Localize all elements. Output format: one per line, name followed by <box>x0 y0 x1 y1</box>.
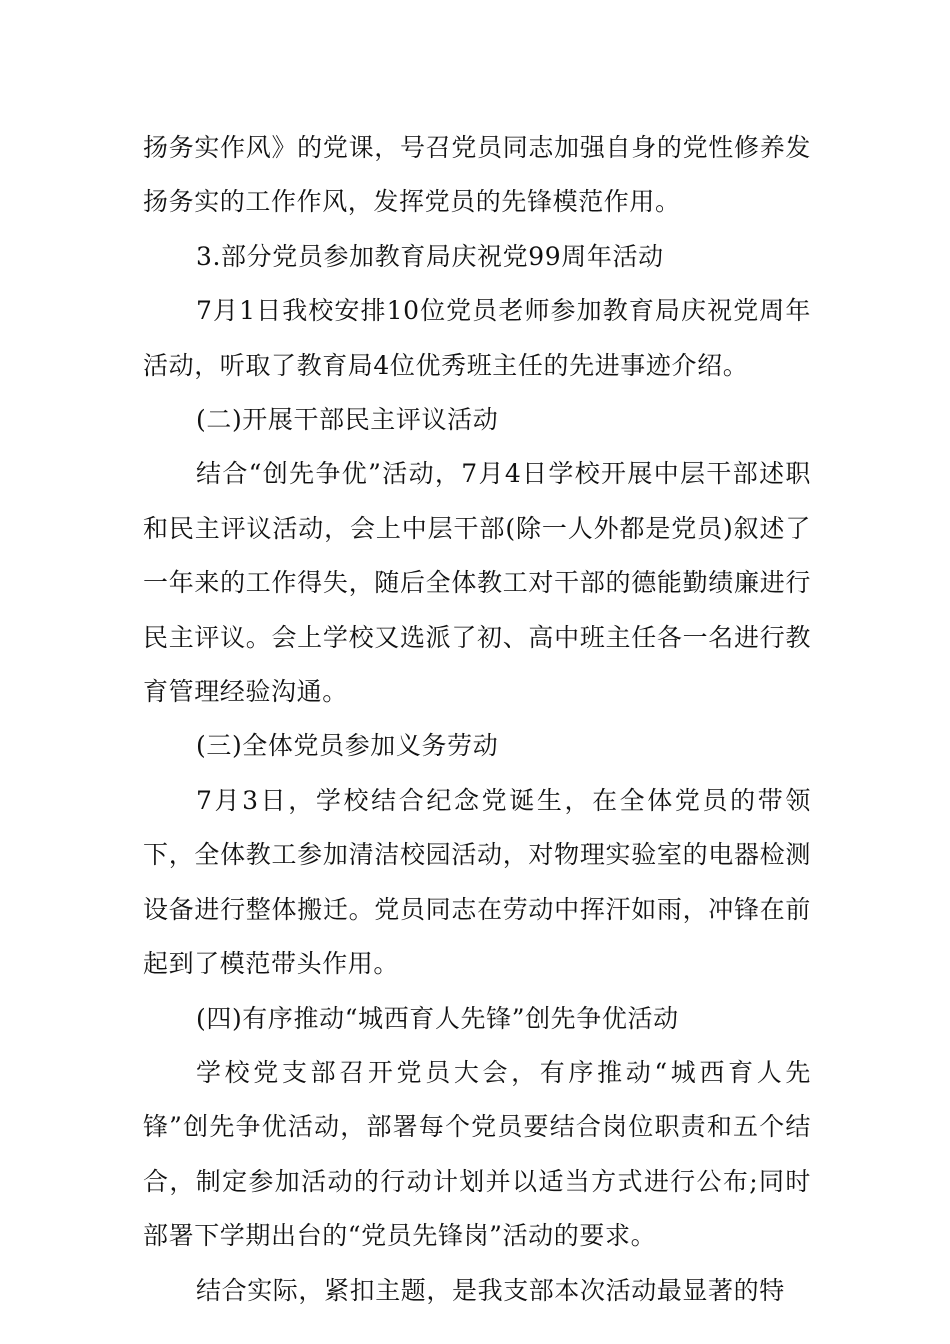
paragraph-pioneer-activity-details: 学校党支部召开党员大会，有序推动“城西育人先锋”创先争优活动，部署每个党员要结合岗位职责和五个结合，制定参加活动的行动计划并以适当方式进行公布;同时部署下学期出台的“党员先锋岗”活动的要求。 <box>143 1057 811 1251</box>
paragraph-party-lecture-end: 扬务实作风》的党课，号召党员同志加强自身的党性修养发扬务实的工作作风，发挥党员的先锋模范作用。 <box>143 133 811 217</box>
paragraph-voluntary-labor-details: 7月3日，学校结合纪念党诞生，在全体党员的带领下，全体教工参加清洁校园活动，对物理实验室的电器检测设备进行整体搬迁。党员同志在劳动中挥汗如雨，冲锋在前起到了模范带头作用。 <box>143 785 811 979</box>
paragraph-summary-start: 结合实际，紧扣主题，是我支部本次活动最显著的特 <box>196 1275 785 1305</box>
paragraph-heading-anniversary-activity: 3.部分党员参加教育局庆祝党99周年活动 <box>196 241 664 271</box>
paragraph-cadre-evaluation-details: 结合“创先争优”活动，7月4日学校开展中层干部述职和民主评议活动，会上中层干部(除一人外都是党员)叙述了一年来的工作得失，随后全体教工对干部的德能勤绩廉进行民主评议。会上学校又选派了初、高中班主任各一名进行教育管理经验沟通。 <box>143 459 811 707</box>
section-heading-voluntary-labor: (三)全体党员参加义务劳动 <box>196 731 499 761</box>
section-heading-pioneer-activity: (四)有序推动“城西育人先锋”创先争优活动 <box>196 1003 679 1033</box>
paragraph-anniversary-details: 7月1日我校安排10位党员老师参加教育局庆祝党周年活动，听取了教育局4位优秀班主任的先进事迹介绍。 <box>143 296 811 380</box>
section-heading-cadre-evaluation: (二)开展干部民主评议活动 <box>196 405 499 435</box>
document-body <box>143 121 811 1318</box>
